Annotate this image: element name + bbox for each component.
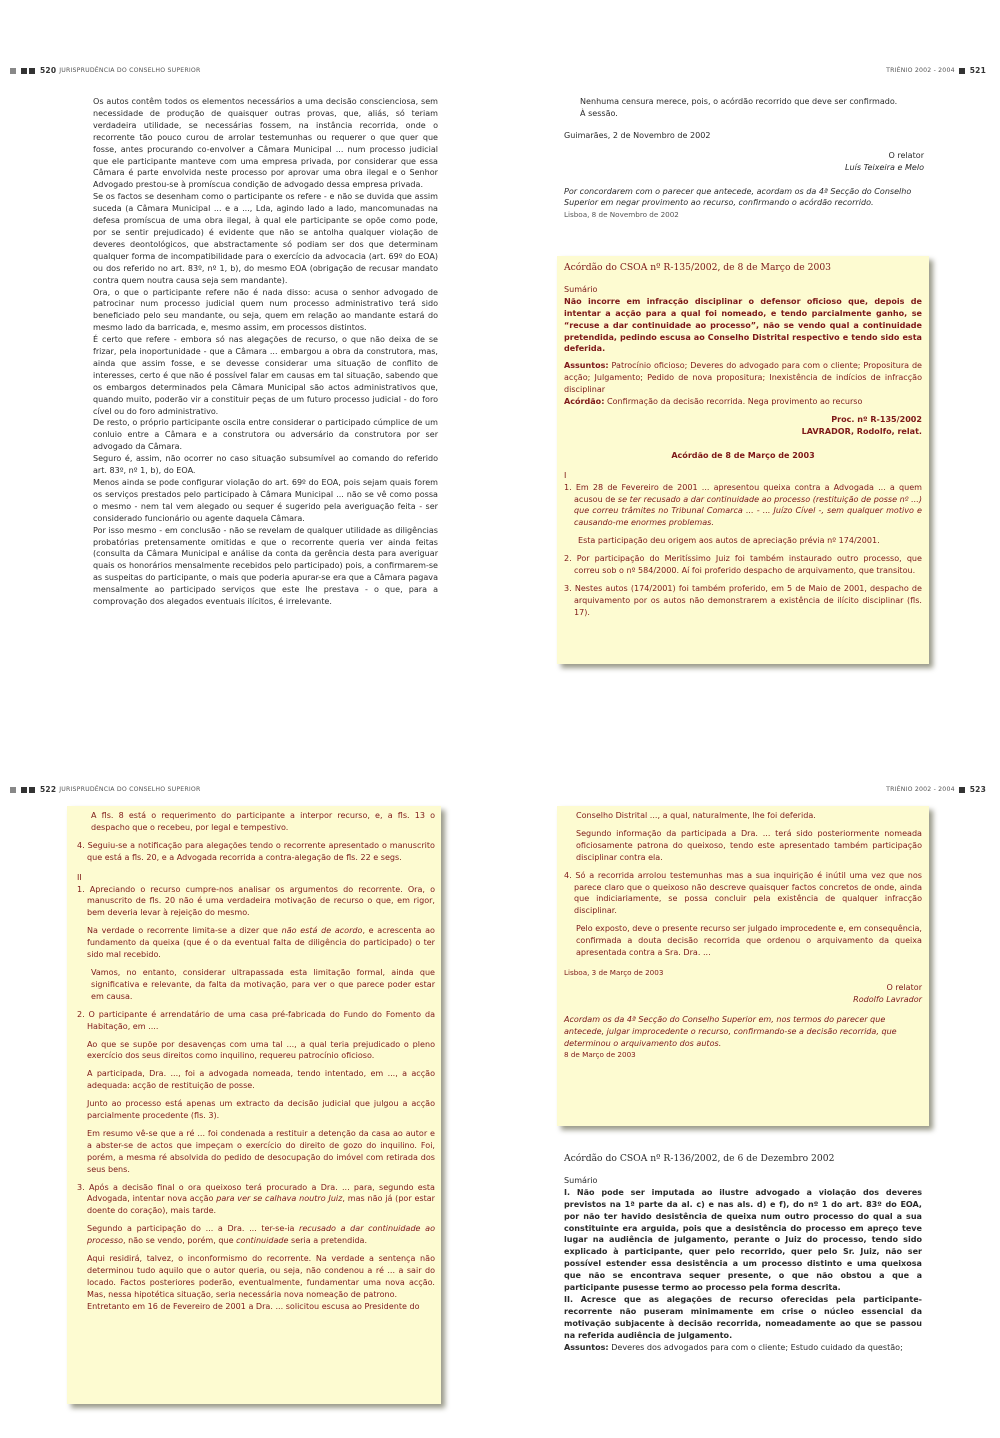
running-header <box>10 785 200 794</box>
paragraph: Por isso mesmo - em conclusão - não se revelam de qualquer utilidade as diligências probatórias pretensamente omitidas e que o recorrente queria ver ainda feitas (consulta da Câmara Municipal e análise da conta da gerência desta para averiguar quais os honorários mensalmente recebidos pelo participado) pois, a confirmarem-se as suspeitas do participante, o mais que poderia apurar-se era que a Câmara pagava mensalmente ao participado serviços que este lhe prestava - o que, para a comprovação dos alegados eventuais ilícitos, é irrelevante. <box>93 525 438 607</box>
relator-name: Luís Teixeira e Melo <box>845 162 924 172</box>
list-item: 1. Apreciando o recurso cumpre-nos analisar os argumentos do recorrente. Ora, o manuscrito de fls. 20 não é uma verdadeira motivação de recurso o que, em rigor, bem deveria levar à rejeição do mesmo. <box>77 884 435 918</box>
paragraph: Aqui residirá, talvez, o inconformismo do recorrente. Na verdade a sentença não determinou tudo aquilo que o autor queria, ou seja, não condenou a ré ... a sair do locado. Factos posteriores poderão, eventualmente, fundamentar uma nova acção. Mas, nessa hipotética situação, seria necessária nova nomeação de patrono. <box>87 1254 435 1299</box>
header-square-icon <box>21 68 27 74</box>
running-title: JURISPRUDÊNCIA DO CONSELHO SUPERIOR <box>59 67 201 74</box>
assuntos <box>564 360 922 396</box>
section-number: I <box>564 470 567 480</box>
paragraph: A fls. 8 está o requerimento do participante a interpor recurso, e, a fls. 13 o despacho que o recebeu, por legal e tempestivo. <box>91 811 435 832</box>
summary-content <box>564 262 922 619</box>
paragraph: A participada, Dra. ..., foi a advogada nomeada, tendo intentado, em ..., a acção adequada: acção de restituição de posse. <box>87 1069 435 1091</box>
place-date: Guimarães, 2 de Novembro de 2002 <box>564 130 711 140</box>
paragraph <box>77 925 435 961</box>
list-item-text: 1. Em 28 de Fevereiro de 2001 ... apresentou queixa contra a Advogada ... a quem acusou de <box>564 482 922 504</box>
relat: LAVRADOR, Rodolfo, relat. <box>801 426 922 436</box>
running-title: TRIÉNIO 2002 - 2004 <box>886 786 955 793</box>
assuntos-text: Patrocínio oficioso; Deveres do advogado para com o cliente; Propositura de acção; Julgamento; Pedido de nova propositura; Inexistência de indícios de infracção disciplinar <box>564 361 923 395</box>
page-520 <box>0 0 500 719</box>
place-date: Lisboa, 3 de Março de 2003 <box>564 967 664 977</box>
relator-name: Rodolfo Lavrador <box>853 994 922 1004</box>
acordao-label: Acórdão: <box>564 397 605 407</box>
header-square-icon <box>10 68 16 74</box>
header-square-icon <box>29 68 35 74</box>
header-square-icon <box>10 787 16 793</box>
quote: recusado a dar continuidade ao processo <box>87 1224 435 1246</box>
text: , e acrescenta ao fundamento da queixa (que é o da eventual falta de diligência do participado) o ter sido mal recebido. <box>87 926 435 960</box>
section-number: II <box>77 872 82 882</box>
text: Segundo a participação do ... a Dra. ... ter-se-ia <box>87 1224 300 1234</box>
header-square-icon <box>959 787 965 793</box>
paragraph: Entretanto em 16 de Fevereiro de 2001 a Dra. ... solicitou escusa ao Presidente do <box>87 1301 420 1311</box>
list-item <box>77 1182 435 1218</box>
decision: Por concordarem com o parecer que antecede, acordam os da 4ª Secção do Conselho Superior em negar provimento ao recurso, confirmando o acórdão recorrido. <box>564 186 912 208</box>
sumario-item: II. Acresce que as alegações de recurso oferecidas pela participante-recorrente não puseram minimamente em crise o núcleo essencial da motivação subjacente à decisão recorrida, nomeadamente ao que se passou na referida audiência de julgamento. <box>564 1294 922 1340</box>
paragraph <box>77 1223 435 1247</box>
sumario-text: Não incorre em infracção disciplinar o defensor oficioso que, depois de intentar a acção para a qual foi nomeado, e tendo parcialmente ganho, se “recuse a dar continuidade ao processo”, não se vendo qual a continuidade pretendida, pedindo escusa ao Conselho Distrital respectivo e tendo sido esta deferida. <box>564 296 922 354</box>
list-item: 3. Nestes autos (174/2001) foi também proferido, em 5 de Maio de 2001, despacho de arquivamento por os autos não demonstrarem a existência de ilícito disciplinar (fls. 17). <box>564 583 922 617</box>
header-square-icon <box>29 787 35 793</box>
relator-label: O relator <box>888 150 924 160</box>
quote: continuidade <box>236 1236 289 1246</box>
paragraph: Ora, o que o participante refere não é nada disso: acusa o senhor advogado de patrocinar num processo judicial quem num processo administrativo terá sido beneficiado pelo seu mandante, ou seja, quem em relação ao mandante estará do mesmo lado da barricada, e, mesmo assim, em processos distintos. <box>93 287 438 333</box>
list-item: 2. Por participação do Meritíssimo Juiz foi também instaurado outro processo, que correu sob o nº 584/2000. Aí foi proferido despacho de arquivamento, que transitou. <box>564 554 922 576</box>
box-title: Acórdão do CSOA nº R-135/2002, de 8 de Março de 2003 <box>564 262 832 273</box>
running-title: JURISPRUDÊNCIA DO CONSELHO SUPERIOR <box>59 786 201 793</box>
acordao-text: Confirmação da decisão recorrida. Nega provimento ao recurso <box>607 397 863 407</box>
case-title: Acórdão do CSOA nº R-136/2002, de 6 de Dezembro 2002 <box>564 1153 835 1164</box>
paragraph: Menos ainda se pode configurar violação do art. 69º do EOA, pois sejam quais forem os serviços prestados pelo participado à Câmara Municipal ... não se vê como possa o mesmo - nem tal vem alegado ou sequer é sugerido pela averiguação feita - ser considerado funcionário ou agente daquela Câmara. <box>93 478 438 523</box>
quote: para ver se calhava noutro Juiz <box>216 1194 343 1204</box>
running-header <box>886 785 986 794</box>
paragraph: Nenhuma censura merece, pois, o acórdão recorrido que deve ser confirmado. <box>580 97 898 106</box>
box-content <box>77 810 435 1313</box>
assuntos <box>564 1342 922 1354</box>
acordao-line <box>564 396 922 408</box>
text: 3. Após a decisão final o ora queixoso terá procurado a Dra. ... para, segundo esta Advogada, intentar nova acção <box>77 1182 435 1204</box>
page-number: 520 <box>40 66 57 75</box>
running-header <box>886 66 986 75</box>
running-header <box>10 66 200 75</box>
paragraph: Se os factos se desenham como o participante os refere - e não se duvida que assim suceda (a Câmara Municipal ... e a ..., Lda, agindo lado a lado, mancomunadas na defesa promíscua de uma obra ilegal, à qual ele participante se opõe como pode, por se sentir prejudicado) é evidente que não se antolha qualquer violação de deveres deontológicos, que abstractamente só podiam ser dos que determinam qualquer forma de incompatibilidade para o exercício da advocacia (art. 69º do EOA) ou dos referido no art. 83º, nº 1, b), do mesmo EOA (obrigação de recusar mandato contra quem noutra causa seja sem mandante). <box>93 192 438 285</box>
text: seria a pretendida. <box>288 1236 368 1246</box>
assuntos-text: Deveres dos advogados para com o cliente; Estudo cuidado da questão; <box>611 1342 903 1352</box>
paragraph: De resto, o próprio participante oscila entre considerar o participado cúmplice de um conluio entre a Câmara e a construtora ou adversário da construtora por ser advogado da Câmara. <box>93 418 438 452</box>
sumario-label: Sumário <box>564 1175 598 1185</box>
body-text <box>564 96 924 221</box>
list-item: 2. O participante é arrendatário de uma casa pré-fabricada do Fundo do Fomento da Habitação, em .... <box>77 1009 435 1031</box>
list-item: 4. Só a recorrida arrolou testemunhas mas a sua inquirição é inútil uma vez que nos parece claro que o queixoso não descreve quaisquer factos concretos de onde, ainda que indiciariamente, se possa concluir pela existência de qualquer infracção disciplinar. <box>564 870 922 916</box>
page-number: 521 <box>969 66 986 75</box>
paragraph: Segundo informação da participada a Dra. ... terá sido posteriormente nomeada oficiosamente patrona do queixoso, tendo este apresentado também participação disciplinar contra ela. <box>576 828 922 862</box>
page-523 <box>500 719 1000 1438</box>
relator-label: O relator <box>886 982 922 992</box>
text: , não se vendo, porém, que <box>123 1236 237 1246</box>
box-content <box>564 810 922 1061</box>
header-square-icon <box>959 68 965 74</box>
quote: não está de acordo <box>281 926 363 936</box>
page-522 <box>0 719 500 1438</box>
paragraph: Pelo exposto, deve o presente recurso ser julgado improcedente e, em consequência, confirmada a douta decisão recorrida que ordenou o arquivamento da queixa apresentada contra a Sra. Dra. ... <box>576 924 922 958</box>
assuntos-label: Assuntos: <box>564 1342 609 1352</box>
list-item <box>564 482 922 530</box>
decision: Acordam os da 4ª Secção do Conselho Superior em, nos termos do parecer que antecede, julgar improcedente o recurso, confirmando-se a decisão recorrida, que determinou o arquivamento dos autos. <box>564 1014 897 1048</box>
body-text <box>564 1153 922 1354</box>
text: , mas não já (por estar doente do coração), mais tarde. <box>87 1194 435 1216</box>
running-title: TRIÉNIO 2002 - 2004 <box>886 67 955 74</box>
page-521 <box>500 0 1000 719</box>
page-number: 522 <box>40 785 57 794</box>
paragraph: Ao que se supõe por desavenças com uma tal ..., a qual teria prejudicado o pleno exercício dos seus direitos como inquilino, requereu patrocínio oficioso. <box>87 1039 435 1061</box>
assuntos-label: Assuntos: <box>564 361 609 371</box>
paragraph: Seguro é, assim, não ocorrer no caso situação subsumível ao comando do referido art. 83º, nº 1, b), do EOA. <box>93 454 438 476</box>
paragraph: Conselho Distrital ..., a qual, naturalmente, lhe foi deferida. <box>576 811 816 820</box>
list-item-quote: se ter recusado a dar continuidade ao processo (restituição de posse nº ...) que correu trâmites no Tribunal Comarca ... - ... Juízo Cível -, sem qualquer motivo e causando-me enormes problemas. <box>574 494 922 528</box>
paragraph: Esta participação deu origem aos autos de apreciação prévia nº 174/2001. <box>578 536 880 546</box>
text: Na verdade o recorrente limita-se a dizer que <box>87 926 282 936</box>
decision-date: Lisboa, 8 de Novembro de 2002 <box>564 210 679 220</box>
header-square-icon <box>21 787 27 793</box>
paragraph: À sessão. <box>580 108 618 118</box>
box-subtitle: Acórdão de 8 de Março de 2003 <box>671 450 815 460</box>
sumario-item: I. Não pode ser imputada ao ilustre advogado a violação dos deveres previstos na 1ª parte da al. c) e nas als. d) e f), do nº 1 do art. 83º do EOA, por não ter havido desistência de queixa num outro processo do qual a sua constituinte era arguida, pois que a desistência do processo em apreço teve lugar na audiência de julgamento, perante o Juiz do processo, tendo sido explicado à participante, quer pelo recorrido, quer pelo Sr. Juiz, não ser possível estender essa desistência a um processo distinto e uma queixosa que não se encontrava sequer presente, o que não obstou a que a participante pusesse termo ao processo pela forma descrita. <box>564 1187 922 1293</box>
list-item: 4. Seguiu-se a notificação para alegações tendo o recorrente apresentado o manuscrito que está a fls. 20, e a Advogada recorrida a contra-alegação de fls. 22 e segs. <box>77 840 435 862</box>
paragraph: É certo que refere - embora só nas alegações de recurso, o que não deixa de se frizar, pela inoportunidade - que a Câmara ... embargou a obra da construtora, mas, ainda que assim fosse, e se devesse considerar uma situação de conflito de interesses, certo é que não é possível falar em causas em tal situação, sabendo que os embargos determinados pela Câmara Municipal são actos administrativos que, quando muito, poderão vir a constituir peças de um futuro processo judicial - do foro cível ou do foro administrativo. <box>93 335 438 416</box>
paragraph: Os autos contêm todos os elementos necessários a uma decisão conscienciosa, sem necessidade de produção de quaisquer outras provas, que, aliás, só teriam verdadeira utilidade, se necessárias fossem, na instância recorrida, onde o recorrente tão pouco curou de arrolar testemunhas ou requerer o que quer que fosse, antes procurando co-envolver a Câmara Municipal ... num processo judicial que ele participante manteve com uma empresa privada, por considerar que essa Câmara é parte envolvida neste processo por aprovar uma obra ilegal e o Senhor Advogado prestou-se à promíscua condição de advogado dessa empresa privada. <box>93 97 438 190</box>
page-number: 523 <box>969 785 986 794</box>
paragraph: Junto ao processo está apenas um extracto da decisão judicial que julgou a acção parcialmente procedente (fls. 3). <box>87 1099 435 1121</box>
proc-number: Proc. nº R-135/2002 <box>831 414 922 424</box>
decision-date: 8 de Março de 2003 <box>564 1050 636 1060</box>
paragraph: Em resumo vê-se que a ré ... foi condenada a restituir a detenção da casa ao autor e a abster-se de actos que impeçam o exercício do direito de gozo do inquilino. Foi, porém, a mesma ré absolvida do pedido de desocupação do imóvel com retirada dos seus bens. <box>87 1128 435 1174</box>
body-text <box>93 96 438 608</box>
sumario-label: Sumário <box>564 284 598 294</box>
paragraph: Vamos, no entanto, considerar ultrapassada esta limitação formal, ainda que significativa e relevante, da falta da motivação, para ver o que parece poder estar em causa. <box>91 967 435 1001</box>
